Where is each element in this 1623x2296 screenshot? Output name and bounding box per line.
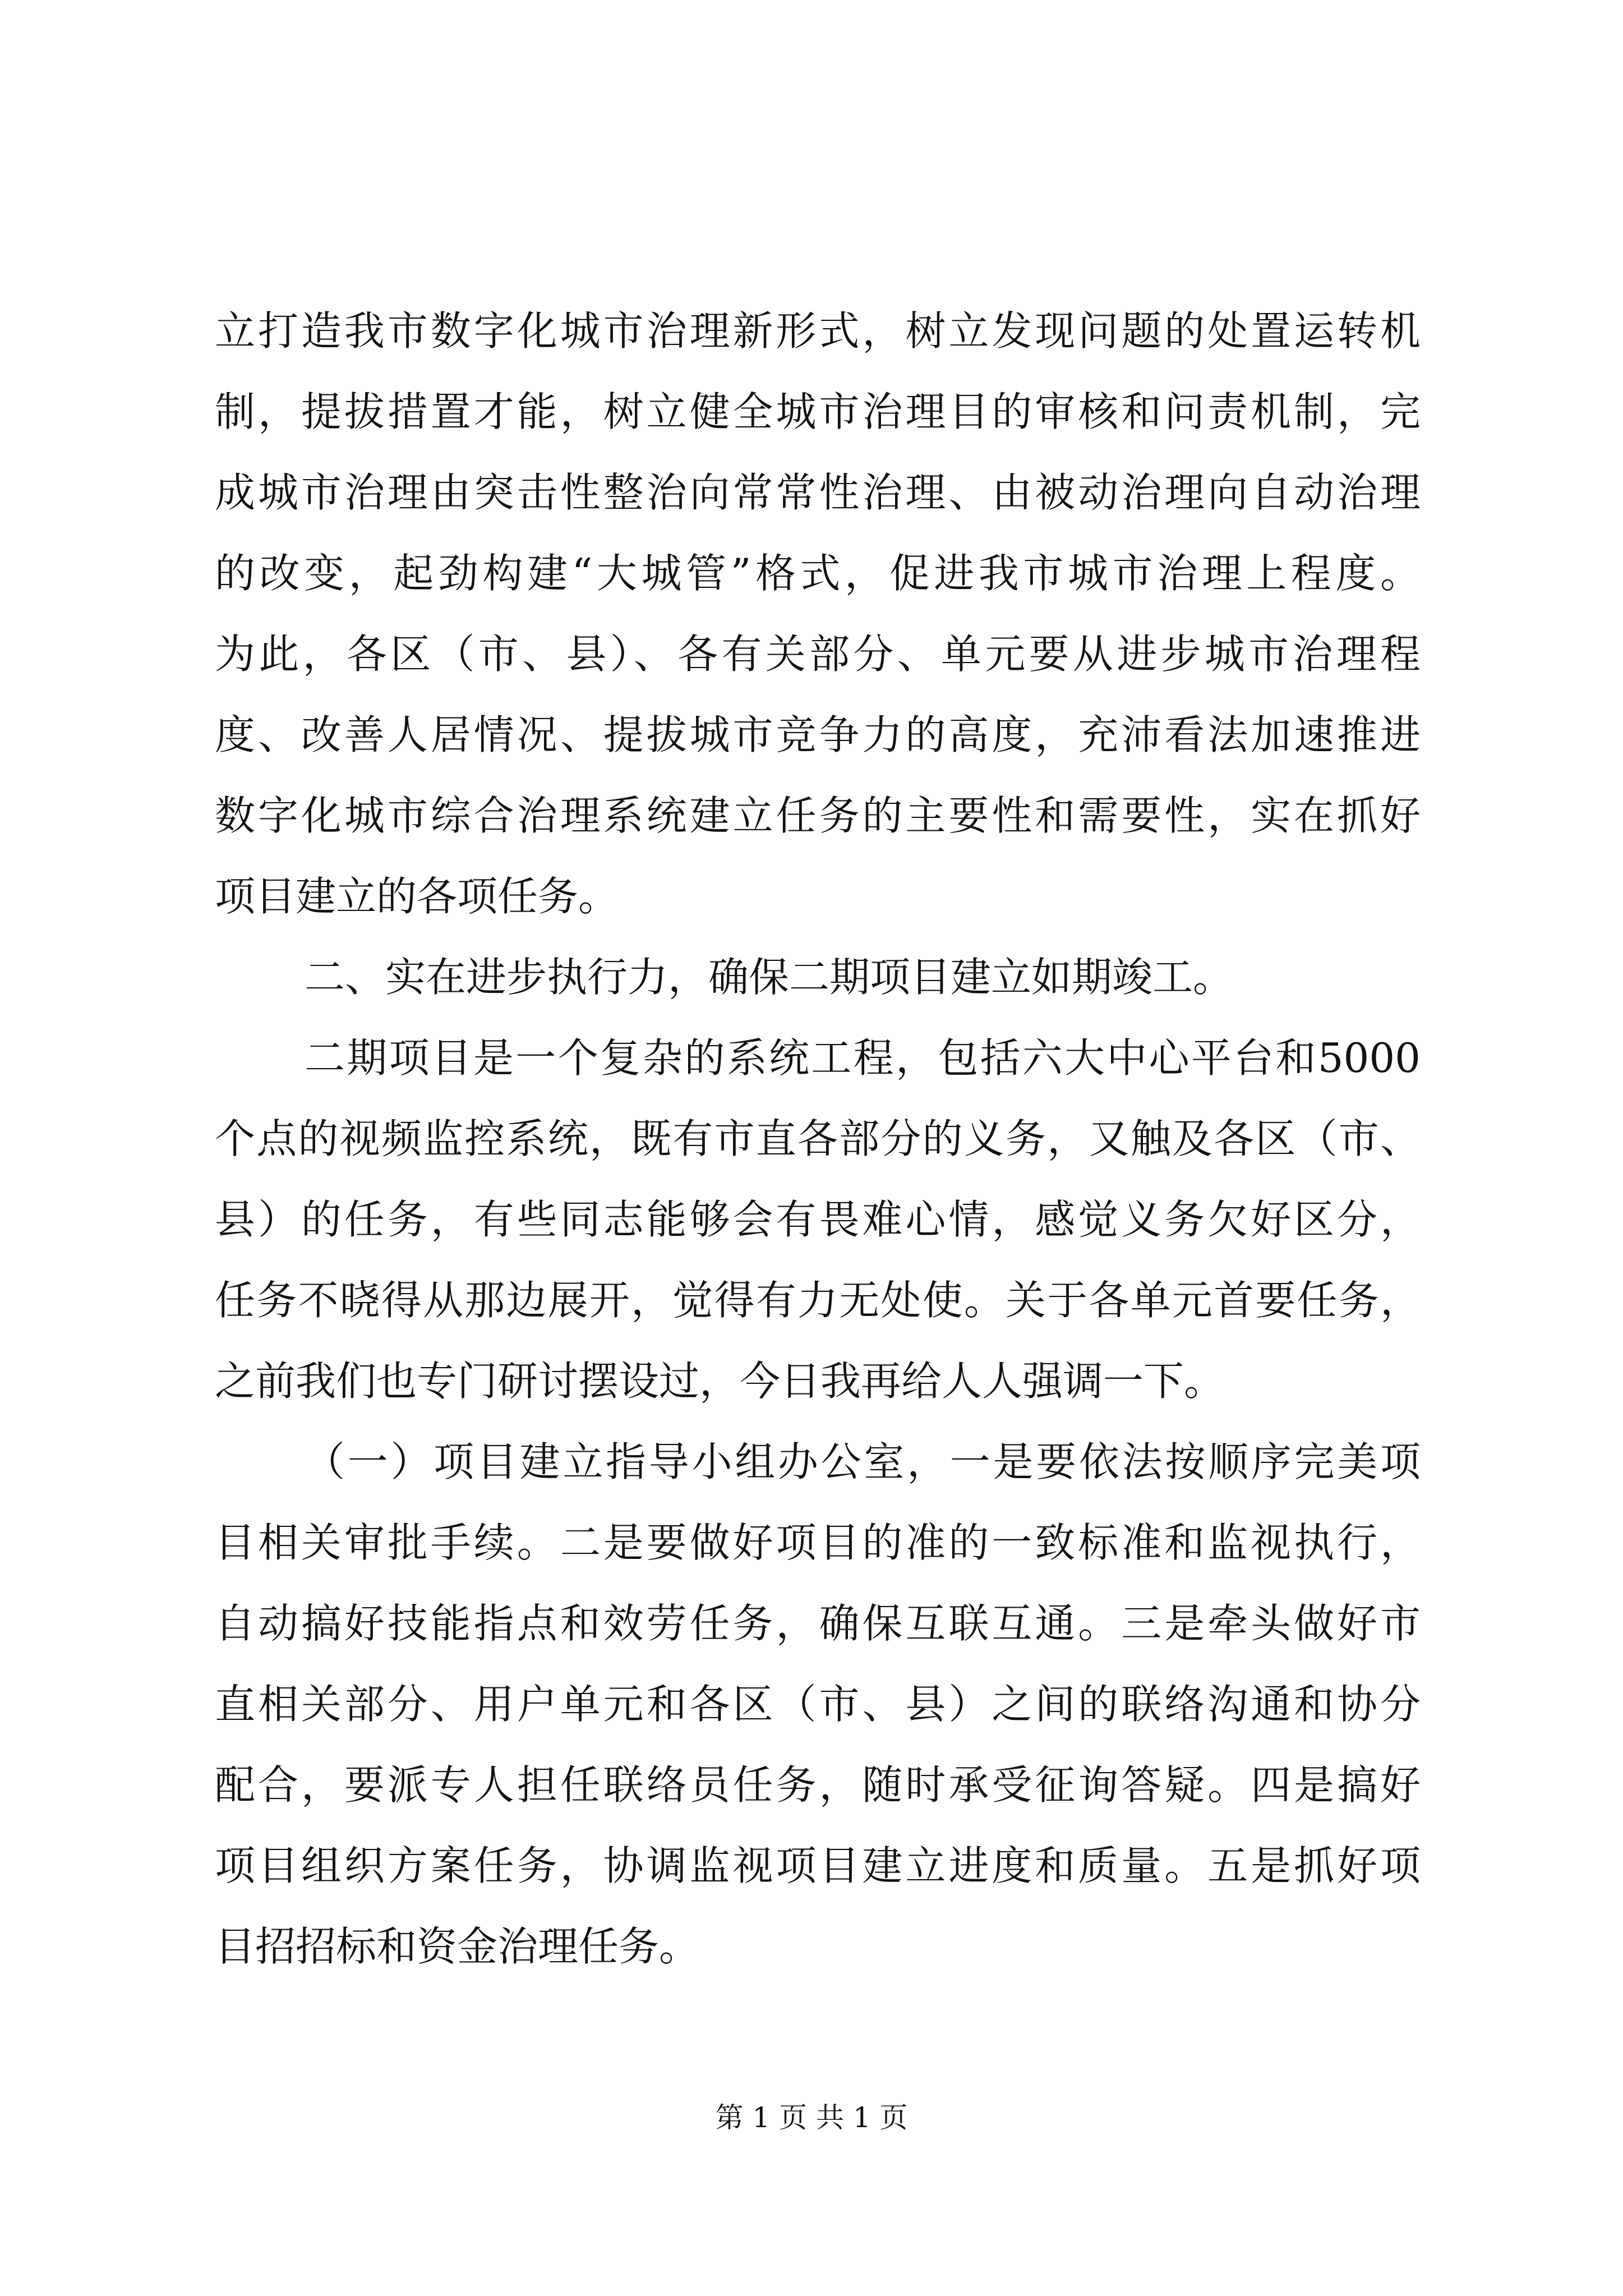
text-line-3: 成城市治理由突击性整治向常常性治理、由被动治理向自动治理 — [215, 469, 1421, 516]
text-line-15: （一）项目建立指导小组办公室，一是要依法按顺序完美项 — [305, 1438, 1421, 1485]
text-line-13: 任务不晓得从那边展开，觉得有力无处使。关于各单元首要任务， — [215, 1277, 1421, 1324]
text-line-14: 之前我们也专门研讨摆设过，今日我再给人人强调一下。 — [215, 1358, 1225, 1405]
text-line-1: 立打造我市数字化城市治理新形式，树立发现问题的处置运转机 — [215, 307, 1421, 355]
text-line-7: 数字化城市综合治理系统建立任务的主要性和需要性，实在抓好 — [215, 792, 1421, 839]
text-line-8: 项目建立的各项任务。 — [215, 873, 619, 920]
text-line-16: 目相关审批手续。二是要做好项目的准的一致标准和监视执行， — [215, 1519, 1421, 1566]
text-line-12: 县）的任务，有些同志能够会有畏难心情，感觉义务欠好区分， — [215, 1196, 1421, 1243]
text-line-11: 个点的视频监控系统，既有市直各部分的义务，又触及各区（市、 — [215, 1115, 1421, 1162]
text-line-20: 项目组织方案任务，协调监视项目建立进度和质量。五是抓好项 — [215, 1842, 1421, 1889]
text-line-10: 二期项目是一个复杂的系统工程，包括六大中心平台和5000 — [305, 1034, 1421, 1082]
text-line-4: 的改变，起劲构建“大城管”格式，促进我市城市治理上程度。 — [215, 550, 1421, 597]
text-line-17: 自动搞好技能指点和效劳任务，确保互联互通。三是牵头做好市 — [215, 1600, 1421, 1647]
text-line-5: 为此，各区（市、县）、各有关部分、单元要从进步城市治理程 — [215, 631, 1421, 678]
text-line-19: 配合，要派专人担任联络员任务，随时承受征询答疑。四是搞好 — [215, 1761, 1421, 1809]
text-line-18: 直相关部分、用户单元和各区（市、县）之间的联络沟通和协分 — [215, 1681, 1421, 1728]
section-heading-2: 二、实在进步执行力，确保二期项目建立如期竣工。 — [305, 954, 1234, 1001]
text-line-2: 制，提拔措置才能，树立健全城市治理目的审核和问责机制，完 — [215, 388, 1421, 435]
page-footer: 第 1 页 共 1 页 — [715, 2101, 908, 2134]
text-line-21: 目招招标和资金治理任务。 — [215, 1923, 700, 1970]
text-line-6: 度、改善人居情况、提拔城市竞争力的高度，充沛看法加速推进 — [215, 711, 1421, 758]
